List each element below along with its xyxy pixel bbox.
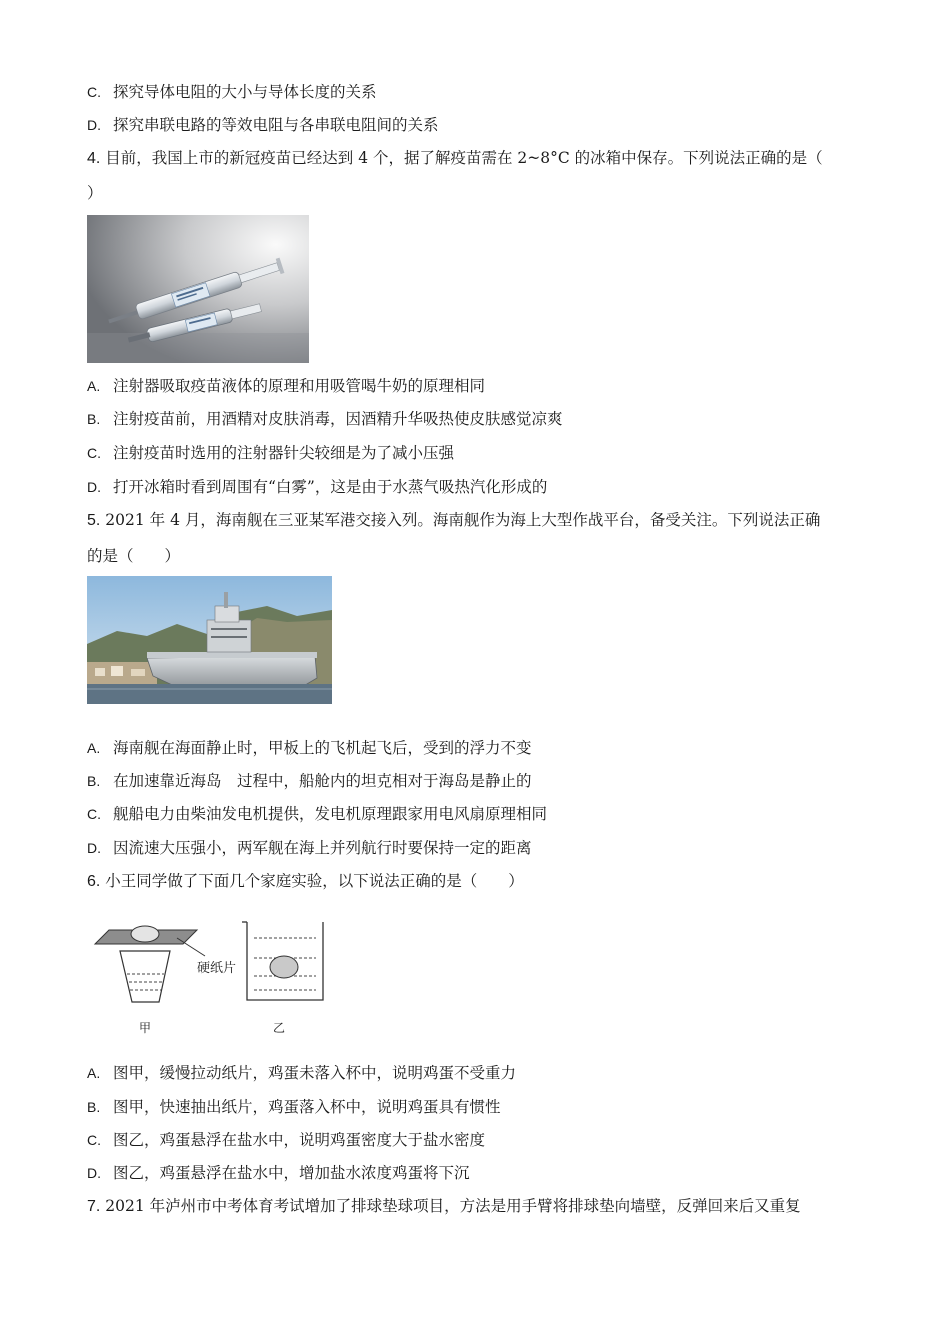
option-letter: D. xyxy=(87,479,101,495)
question-stem: 小王同学做了下面几个家庭实验，以下说法正确的是（ ） xyxy=(105,872,524,890)
label-card: 硬纸片 xyxy=(197,960,237,975)
q3-option-d xyxy=(87,115,439,135)
q5-option-b xyxy=(87,771,532,791)
option-text: 注射疫苗时选用的注射器针尖较细是为了减小压强 xyxy=(113,444,455,462)
option-text: 舰船电力由柴油发电机提供，发电机原理跟家用电风扇原理相同 xyxy=(113,805,548,823)
question-stem-continued: 的是（ ） xyxy=(87,547,181,565)
question-number: 4. xyxy=(87,150,101,167)
option-letter: B. xyxy=(87,1099,101,1115)
hainan-ship-photo xyxy=(87,576,332,704)
option-text: 探究导体电阻的大小与导体长度的关系 xyxy=(113,83,377,101)
option-letter: D. xyxy=(87,1165,101,1181)
option-text: 注射疫苗前，用酒精对皮肤消毒，因酒精升华吸热使皮肤感觉凉爽 xyxy=(113,410,563,428)
q6-option-c xyxy=(87,1130,485,1150)
option-text: 图甲，快速抽出纸片，鸡蛋落入杯中，说明鸡蛋具有惯性 xyxy=(113,1098,501,1116)
option-text: 探究串联电路的等效电阻与各串联电阻间的关系 xyxy=(113,116,439,134)
option-letter: B. xyxy=(87,773,101,789)
q6-stem xyxy=(87,871,524,892)
figure-b-beaker xyxy=(242,922,323,1000)
option-letter: C. xyxy=(87,806,101,822)
option-text: 在加速靠近海岛 过程中，船舱内的坦克相对于海岛是静止的 xyxy=(113,772,532,790)
option-text: 因流速大压强小，两军舰在海上并列航行时要保持一定的距离 xyxy=(113,839,532,857)
q6-option-a xyxy=(87,1063,516,1083)
option-text: 图甲，缓慢拉动纸片，鸡蛋未落入杯中，说明鸡蛋不受重力 xyxy=(113,1064,517,1082)
option-letter: A. xyxy=(87,1065,101,1081)
option-text: 图乙，鸡蛋悬浮在盐水中，说明鸡蛋密度大于盐水密度 xyxy=(113,1131,486,1149)
option-letter: D. xyxy=(87,840,101,856)
question-number: 5. xyxy=(87,512,101,529)
q5-option-a xyxy=(87,738,532,758)
egg-experiment-figure xyxy=(87,914,337,1044)
option-letter: A. xyxy=(87,378,101,394)
q4-stem-line1 xyxy=(87,148,823,169)
vaccine-syringe-photo xyxy=(87,215,309,363)
q3-option-c xyxy=(87,82,377,102)
question-number: 6. xyxy=(87,873,101,890)
q6-option-b xyxy=(87,1097,501,1117)
option-letter: C. xyxy=(87,1132,101,1148)
option-letter: C. xyxy=(87,445,101,461)
option-text: 海南舰在海面静止时，甲板上的飞机起飞后，受到的浮力不变 xyxy=(113,739,532,757)
question-stem: 2021 年 4 月，海南舰在三亚某军港交接入列。海南舰作为海上大型作战平台，备受关注。下列说法正确 xyxy=(105,511,821,529)
q4-option-a xyxy=(87,376,485,396)
q4-stem-line2 xyxy=(87,183,103,203)
question-number: 7. xyxy=(87,1198,101,1215)
question-stem: 2021 年泸州市中考体育考试增加了排球垫球项目，方法是用手臂将排球垫向墙壁，反弹回来后又重复 xyxy=(105,1197,801,1215)
q5-option-d xyxy=(87,838,532,858)
q4-option-c xyxy=(87,443,454,463)
q4-option-b xyxy=(87,409,563,429)
option-letter: B. xyxy=(87,411,101,427)
option-letter: A. xyxy=(87,740,101,756)
q6-option-d xyxy=(87,1163,470,1183)
label-figure-b: 乙 xyxy=(272,1021,286,1035)
option-letter: D. xyxy=(87,117,101,133)
question-stem: 目前，我国上市的新冠疫苗已经达到 4 个，据了解疫苗需在 2~8°C 的冰箱中保存。下列说法正确的是（ xyxy=(105,149,823,167)
q5-stem-line1 xyxy=(87,510,820,531)
q7-stem-line1 xyxy=(87,1196,801,1217)
figure-a-cup xyxy=(95,926,205,1002)
q5-option-c xyxy=(87,804,547,824)
q5-stem-line2 xyxy=(87,546,180,566)
question-stem-continued: ） xyxy=(87,184,103,202)
label-figure-a: 甲 xyxy=(138,1021,152,1035)
option-letter: C. xyxy=(87,84,101,100)
option-text: 图乙，鸡蛋悬浮在盐水中，增加盐水浓度鸡蛋将下沉 xyxy=(113,1164,470,1182)
q4-option-d xyxy=(87,477,547,497)
option-text: 注射器吸取疫苗液体的原理和用吸管喝牛奶的原理相同 xyxy=(113,377,486,395)
option-text: 打开冰箱时看到周围有“白雾”，这是由于水蒸气吸热汽化形成的 xyxy=(113,478,548,496)
